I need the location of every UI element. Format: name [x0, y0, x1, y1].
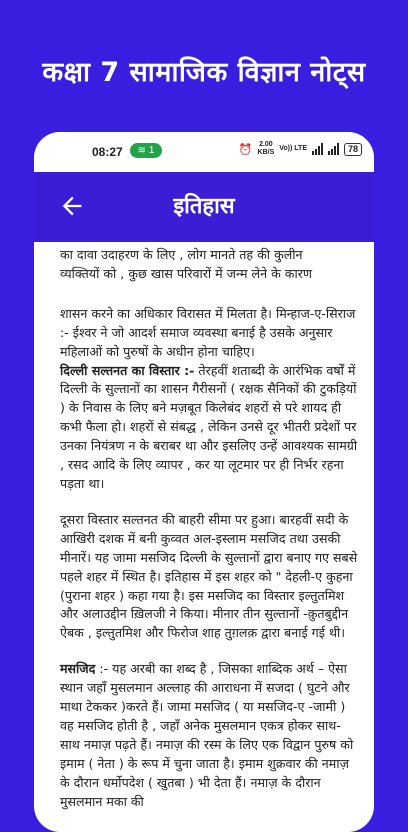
- wifi-icon: ≋: [137, 145, 146, 156]
- paragraph-second-expansion: दूसरा विस्तार सल्तनत की बाहरी सीमा पर हुआ। बारहवीं सदी के आखिरी दशक में बनी कुव्वत अल-इस्लाम मसजिद तथा उसकी मीनारें। यह जामा मसजिद दिल्ली के सुल्तानों द्वारा बनाए गए सबसे पहले शहर में स्थित है। इतिहास में इस शहर को " देहली-ए कुहना (पुराना शहर ) कहा गया है। इस मसजिद का विस्तार इल्तुतमिश और अलाउद्दीन ख़िलजी ने किया। मीनार तीन सुल्तानों -क़ुतबुद्दीन ऐबक , इल्तुतमिश और फिरोज शाह तुग़लक़ द्वारा बनाई गई थी।: [60, 511, 358, 641]
- alarm-icon: ⏰: [238, 143, 253, 156]
- phone-frame: [34, 132, 374, 832]
- page-title: इतिहास: [173, 194, 235, 219]
- signal-icon: [312, 143, 323, 155]
- network-speed: 2.00 KB/S: [257, 141, 275, 156]
- intro-line: व्यक्तियों को , कुछ खास परिवारों में जन्म लेने के कारण: [60, 265, 312, 281]
- notes-content: [34, 242, 374, 811]
- paragraph-text: तेरहवीं शताब्दी के आरंभिक वर्षों में दिल्ली के सुल्तानों का शासन गैरीसनों ( रक्षक सैनिकों की टुकड़ियों ) के निवास के लिए बने मज़बूत किलेबंद शहरों से परे शायद ही कभी फैला हो। शहरों से संबद्ध , लेकिन उनसे दूर भीतरी प्रदेशों पर उनका नियंत्रण न के बराबर था और इसलिए उन्हें आवश्यक सामग्री , रसद आदि के लिए व्यापर , कर या लूटमार पर ही निर्भर रहना पड़ता था।: [60, 362, 358, 491]
- app-bar: [34, 172, 374, 242]
- intro-line: का दावा उदाहरण के लिए , लोग मानते तह की कुलीन: [60, 247, 303, 262]
- hotspot-count: 1: [148, 145, 155, 156]
- paragraph-text: :- यह अरबी का शब्द है , जिसका शाब्दिक अर्थ – ऐसा स्थान जहाँ मुसलमान अल्लाह की आराधना में सजदा ( घुटने और माथा टेककर )करते हैं। जामा मसजिद ( या मसजिद-ए -जामी ) वह मसजिद होती है , जहाँ अनेक मुसलमान एकत्र होकर साथ-साथ नमाज़ पढ़ते हैं। नमाज़ की रस्म के लिए एक विद्वान पुरुष को इमाम ( नेता ) के रूप में चुना जाता है। इमाम शुक्रवार की नमाज़ के दौरान धर्मोपदेश ( खुतबा ) भी देता हैं। नमाज़ के दौरान मुसलमान मका की: [60, 661, 354, 809]
- battery-icon: 78: [344, 143, 362, 156]
- hotspot-indicator: [130, 143, 162, 158]
- section-heading: मसजिद: [60, 661, 96, 677]
- status-bar: [34, 132, 374, 172]
- section-heading: दिल्ली सल्तनत का विस्तार :-: [60, 362, 195, 378]
- network-type: Vo)) LTE: [279, 145, 307, 152]
- signal-icon-2: [328, 143, 339, 155]
- paragraph-sultanate-expansion: [60, 362, 360, 494]
- status-time: 08:27: [92, 145, 123, 159]
- status-icons: [239, 141, 362, 157]
- paragraph-inheritance: शासन करने का अधिकार विरासत में मिलता है। मिन्हाज-ए-सिराज :- ईश्वर ने जो आदर्श समाज व्यवस्था बनाई है उसके अनुसार महिलाओं को पुरुषों के अधीन होना चाहिए।: [60, 305, 356, 359]
- promo-title: कक्षा 7 सामाजिक विज्ञान नोट्स: [42, 57, 366, 88]
- paragraph-masjid: [60, 660, 360, 811]
